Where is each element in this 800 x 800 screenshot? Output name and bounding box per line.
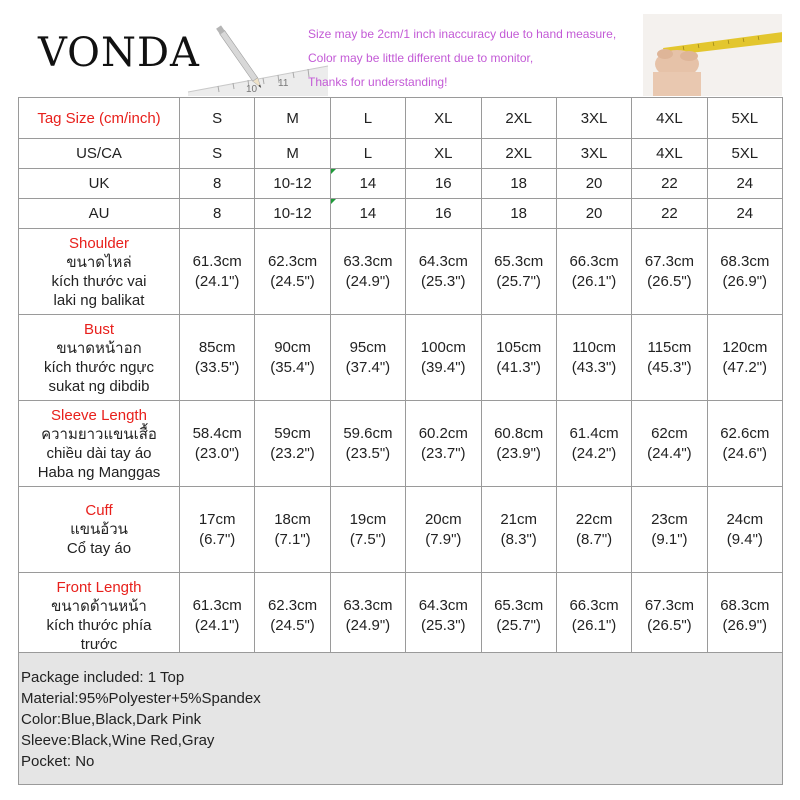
measurement-name: Sleeve Length [51,406,147,424]
measurement-cell: 18cm (7.1") [255,487,330,573]
pocket-info: Pocket: No [21,753,95,770]
size-header: 5XL [707,98,782,139]
table-cell: 4XL [632,139,707,169]
measurement-cell: 20cm (7.9") [406,487,481,573]
measurement-cell: 66.3cm (26.1") [556,573,631,659]
table-cell: M [255,139,330,169]
tag-size-label: Tag Size (cm/inch) [19,98,180,139]
table-cell: 5XL [707,139,782,169]
color-info: Color:Blue,Black,Dark Pink [21,711,202,728]
sleeve-info: Sleeve:Black,Wine Red,Gray [21,732,215,749]
measurement-cell: 68.3cm (26.9") [707,573,782,659]
ruler-mark-10: 10 [246,84,258,95]
measurement-label [19,229,180,315]
table-cell: 8 [180,169,255,199]
pencil-ruler-image [178,14,328,96]
size-header: L [330,98,405,139]
measurement-name: Cuff [85,502,113,519]
table-cell: 16 [406,199,481,229]
conversion-label: UK [19,169,180,199]
size-chart-table [18,97,783,659]
table-cell: 24 [707,169,782,199]
material-info: Material:95%Polyester+5%Spandex [21,690,261,707]
measurement-cell: 100cm (39.4") [406,315,481,401]
measurement-cell: 115cm (45.3") [632,315,707,401]
measurement-name: Front Length [56,578,142,596]
measurement-cell: 95cm (37.4") [330,315,405,401]
measurement-cell: 64.3cm (25.3") [406,573,481,659]
translation-line: Haba ng Manggas [37,463,161,481]
measurement-row-sleeve-length [19,401,783,487]
size-header: 3XL [556,98,631,139]
translation-line: sukat ng dibdib [48,377,150,395]
measurement-label [19,573,180,659]
translation-line: kích thước phía [46,616,152,634]
measurement-cell: 60.2cm (23.7") [406,401,481,487]
table-cell: 2XL [481,139,556,169]
measurement-cell: 61.3cm (24.1") [180,229,255,315]
measurement-cell: 61.4cm (24.2") [556,401,631,487]
translation-line: chiều dài tay áo [46,444,152,462]
translation-line: laki ng balikat [53,291,145,309]
table-cell: 20 [556,199,631,229]
measurement-label [19,401,180,487]
measurement-cell: 59cm (23.2") [255,401,330,487]
conversion-row-us-ca [19,139,783,169]
translation-line: ขนาดด้านหน้า [51,597,147,615]
measurement-cell: 67.3cm (26.5") [632,573,707,659]
size-header: 2XL [481,98,556,139]
conversion-label: US/CA [19,139,180,169]
measurement-cell: 110cm (43.3") [556,315,631,401]
measurement-cell: 62.3cm (24.5") [255,573,330,659]
measurement-cell: 62cm (24.4") [632,401,707,487]
measurement-cell: 19cm (7.5") [330,487,405,573]
translation-line: kích thước vai [51,272,147,290]
note-line: Color may be little different due to monitor, [308,51,534,65]
table-cell: S [180,139,255,169]
table-cell: 20 [556,169,631,199]
measurement-cell: 21cm (8.3") [481,487,556,573]
measurement-cell: 58.4cm (23.0") [180,401,255,487]
measurement-cell: 60.8cm (23.9") [481,401,556,487]
package-included: Package included: 1 Top [21,669,185,686]
measurement-label [19,315,180,401]
translation-line: Cổ tay áo [66,540,132,557]
note-line: Size may be 2cm/1 inch inaccuracy due to hand measure, [308,27,617,41]
table-cell: 10-12 [255,169,330,199]
size-header: M [255,98,330,139]
measurement-cell: 63.3cm (24.9") [330,229,405,315]
table-cell: 3XL [556,139,631,169]
table-cell: 18 [481,169,556,199]
measurement-name: Bust [83,320,114,338]
table-cell: 14 [330,169,405,199]
measurement-cell: 62.6cm (24.6") [707,401,782,487]
brand-logo: VONDA [38,30,200,76]
table-cell: 10-12 [255,199,330,229]
table-cell: 14 [330,199,405,229]
measurement-cell: 66.3cm (26.1") [556,229,631,315]
measurement-label [19,487,180,573]
translation-line: ขนาดหน้าอก [56,339,142,357]
measurement-cell: 90cm (35.4") [255,315,330,401]
translation-line: แขนอ้วน [70,521,128,538]
measurement-cell: 68.3cm (26.9") [707,229,782,315]
table-cell: 18 [481,199,556,229]
measurement-cell: 105cm (41.3") [481,315,556,401]
measurement-row-front-length [19,573,783,659]
measurement-name: Shoulder [68,234,130,252]
measurement-cell: 62.3cm (24.5") [255,229,330,315]
size-header: XL [406,98,481,139]
table-cell: 16 [406,169,481,199]
measurement-cell: 22cm (8.7") [556,487,631,573]
measurement-cell: 64.3cm (25.3") [406,229,481,315]
conversion-label: AU [19,199,180,229]
size-header: 4XL [632,98,707,139]
measurement-cell: 120cm (47.2") [707,315,782,401]
measurement-cell: 23cm (9.1") [632,487,707,573]
table-cell: L [330,139,405,169]
measurement-cell: 67.3cm (26.5") [632,229,707,315]
translation-line: kích thước ngực [44,358,154,376]
conversion-row-au [19,199,783,229]
measurement-cell: 85cm (33.5") [180,315,255,401]
tag-size-row [19,98,783,139]
measurement-cell: 24cm (9.4") [707,487,782,573]
package-info-box [18,652,783,785]
table-cell: 8 [180,199,255,229]
measurement-cell: 61.3cm (24.1") [180,573,255,659]
table-cell: 24 [707,199,782,229]
disclaimer-notes [308,22,668,94]
translation-line: trước [80,635,118,653]
size-header: S [180,98,255,139]
measurement-row-cuff [19,487,783,573]
measurement-cell: 65.3cm (25.7") [481,229,556,315]
measurement-row-shoulder [19,229,783,315]
translation-line: ขนาดไหล่ [66,253,132,271]
conversion-row-uk [19,169,783,199]
header-banner [18,14,782,96]
measurement-cell: 65.3cm (25.7") [481,573,556,659]
table-cell: 22 [632,169,707,199]
hand-measure-image [643,14,782,96]
measurement-cell: 17cm (6.7") [180,487,255,573]
measurement-row-bust [19,315,783,401]
ruler-mark-11: 11 [278,78,289,89]
note-line: Thanks for understanding! [308,75,448,89]
table-cell: 22 [632,199,707,229]
measurement-cell: 59.6cm (23.5") [330,401,405,487]
table-cell: XL [406,139,481,169]
measurement-cell: 63.3cm (24.9") [330,573,405,659]
translation-line: ความยาวแขนเสื้อ [41,425,157,443]
